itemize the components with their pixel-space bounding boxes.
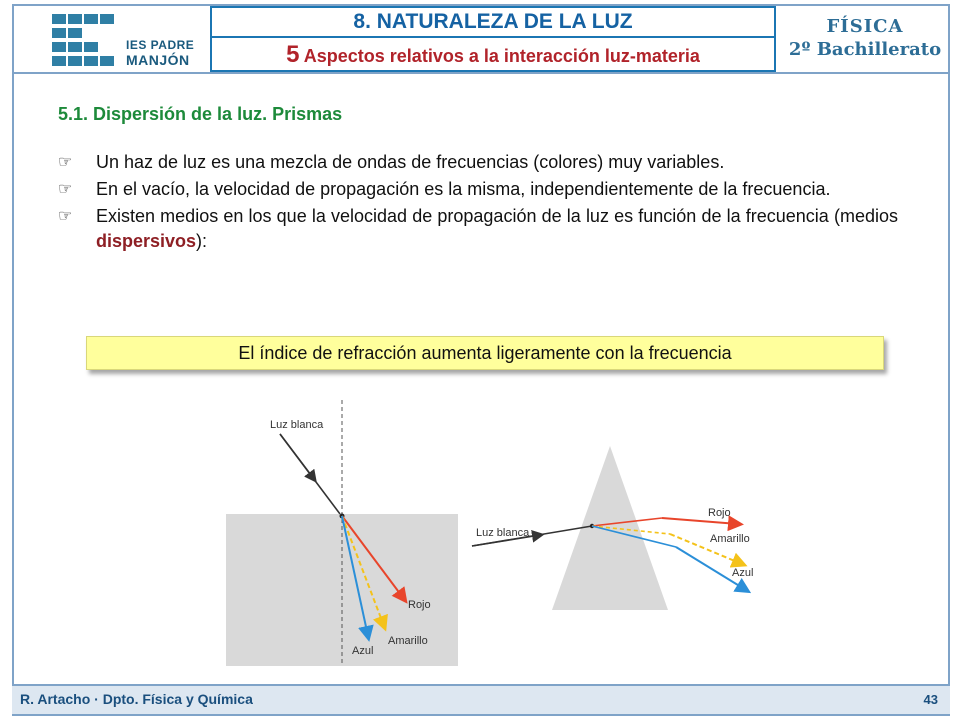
bullet-text-end: ):	[196, 231, 208, 251]
school-logo	[22, 8, 202, 68]
bullet-item	[58, 150, 898, 175]
bullet-list	[58, 150, 898, 256]
bullet-item	[58, 204, 898, 254]
prism-shape	[552, 446, 668, 610]
logo-grid-icon	[52, 14, 116, 66]
subject-name: FÍSICA	[826, 16, 904, 37]
left-red-label: Rojo	[408, 599, 431, 611]
subsection-heading: 5.1. Dispersión de la luz. Prismas	[58, 104, 343, 124]
logo-text-line1: IES PADRE	[126, 38, 195, 52]
subject-badge	[785, 8, 945, 68]
pointing-hand-icon: ☞	[58, 208, 73, 225]
bullet-item	[58, 177, 898, 202]
dispersion-diagram	[222, 394, 762, 666]
right-red-label: Rojo	[708, 507, 731, 519]
dispersion-figure	[222, 394, 762, 666]
right-incident-label: Luz blanca	[476, 527, 530, 539]
section-number: 5	[286, 41, 300, 68]
logo-text-line2: MANJÓN	[126, 52, 190, 68]
left-blue-label: Azul	[352, 645, 374, 657]
pointing-hand-icon: ☞	[58, 154, 73, 171]
bullet-text: Existen medios en los que la velocidad de propagación de la luz es función de la frecuencia (medios	[96, 206, 898, 226]
dispersive-term: dispersivos	[96, 231, 197, 251]
section-title	[210, 36, 776, 72]
pointing-hand-icon: ☞	[58, 181, 73, 198]
chapter-title: 8. NATURALEZA DE LA LUZ	[210, 6, 776, 36]
bullet-text: Un haz de luz es una mezcla de ondas de frecuencias (colores) muy variables.	[96, 152, 725, 172]
footer-author: R. Artacho · Dpto. Física y Química	[20, 691, 253, 707]
right-blue-label: Azul	[732, 567, 754, 579]
page-number: 43	[923, 692, 938, 707]
course-name: 2º Bachillerato	[788, 39, 942, 60]
footer-bar	[12, 684, 950, 714]
left-yellow-label: Amarillo	[388, 635, 428, 647]
bullet-text: En el vacío, la velocidad de propagación es la misma, independientemente de la frecuencia.	[96, 179, 831, 199]
right-yellow-label: Amarillo	[710, 533, 750, 545]
left-incident-label: Luz blanca	[270, 419, 324, 431]
section-title-text: Aspectos relativos a la interacción luz-materia	[303, 46, 700, 66]
key-statement-box: El índice de refracción aumenta ligeramente con la frecuencia	[86, 336, 884, 370]
